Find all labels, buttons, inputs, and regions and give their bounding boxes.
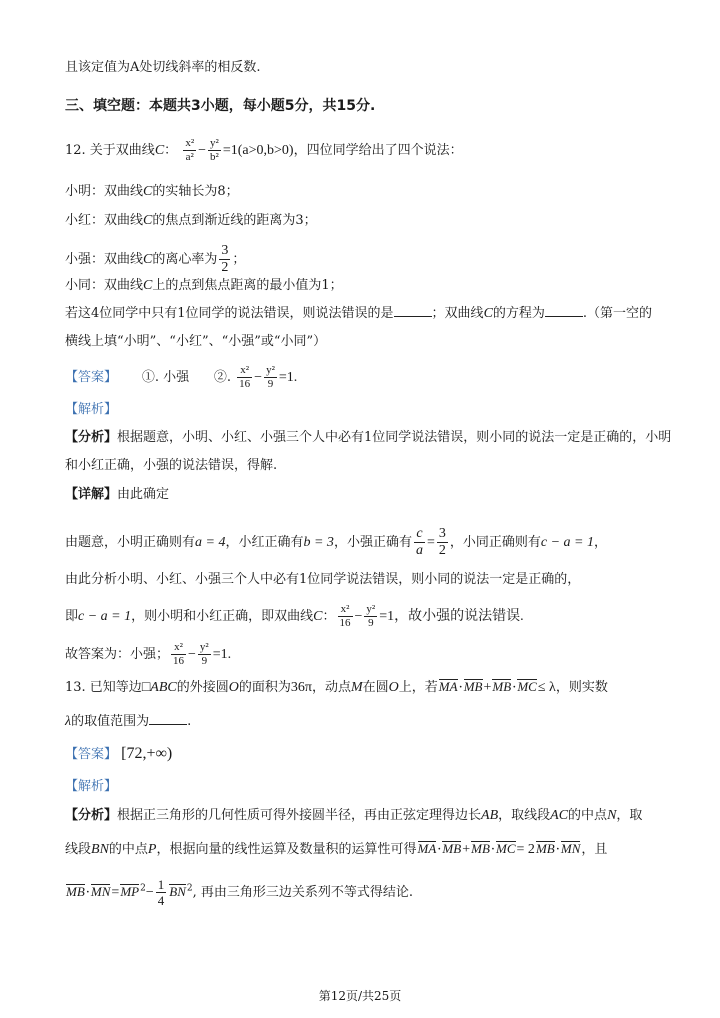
statement-xiaoming: 小明：双曲线C的实轴长为8； [65,184,239,199]
frac-x2-a2: $\frac{\text{x²}}{\text{a²}}$ [185,137,195,163]
q12-analysis-tag: 【解析】 [65,402,118,417]
statement-xiaotong: 小同：双曲线C上的点到焦点距离的最小值为1； [65,278,343,293]
answer-tag: 【答案】 [65,370,118,385]
prev-solution-tail: 且该定值为A处切线斜率的相反数. [65,60,261,75]
section-heading-fill-in: 三、填空题：本题共3小题，每小题5分，共15分. [65,98,376,114]
q13-stem: 13. 已知等边□ABC的外接圆O的面积为36π，动点M在圆O上，若MA·MB+MB·MC≤ λ，则实数 [65,679,608,695]
q13-fenxi-2: 线段BN的中点P，根据向量的线性运算及数量积的运算性可得MA·MB+MB·MC= 2MB·MN，且 [65,841,608,857]
blank-3 [149,712,187,725]
q12-fenxi-2: 和小红正确，小强的说法错误，得解. [65,458,278,473]
q13-fenxi-3: $MB\cdot MN=MP^2-$ $\frac{1}{4}$ $BN^2$, 再由三角形三边关系列不等式得结论. [66,877,414,908]
q12-final-answer: 故答案为：小强； $\frac{\text{x²}}{16}$ − $\frac{\text{y²}}{9}$ =1. [65,641,232,667]
q12-detail-1: 由题意，小明正确则有a = 4，小红正确有b = 3，小强正确有 $\frac{c}{a}$ = $\frac{3}{2}$ ，小同正确则有c − a = 1， [65,526,607,558]
page-footer: 第12页/共25页 [318,989,402,1003]
q12-stem: 12. 关于双曲线C： $\frac{\text{x²}}{\text{a²}}$ − $\frac{\text{y²}}{\text{b²}}$ =1(a>0,b>0)，四位同学给出了四个说法： [65,137,463,163]
q12-detail-head: 【详解】由此确定 [65,487,170,502]
q12-answer: 【答案】 ①. 小强 ②. $\frac{\text{x²}}{16}$ − $\frac{\text{y²}}{9}$ =1. [65,364,298,390]
blank-1 [394,304,432,317]
frac-3-2: $\frac{3}{2}$ [221,243,229,275]
q12-question-line2: 横线上填“小明”、“小红”、“小强”或“小同”） [65,334,327,349]
blank-2 [545,304,583,317]
q12-detail-2: 由此分析小明、小红、小强三个人中必有1位同学说法错误，则小同的说法一定是正确的， [65,572,581,587]
q12-detail-3: 即c − a = 1，则小明和小红正确，即双曲线C： $\frac{\text{x²}}{16}$ − $\frac{\text{y²}}{9}$ =1，故小强的说法错误. [65,603,524,629]
q13-stem-line2: λ的取值范围为 . [65,714,192,729]
q13-analysis-tag: 【解析】 [65,779,118,794]
q13-fenxi-1: 【分析】根据正三角形的几何性质可得外接圆半径，再由正弦定理得边长AB，取线段AC的中点N，取 [65,808,643,823]
q13-answer: 【答案】 [72,+∞) [65,745,173,762]
frac-y2-b2: $\frac{\text{y²}}{\text{b²}}$ [210,137,219,163]
q12-question: 若这4位同学中只有1位同学的说法错误，则说法错误的是 ；双曲线C的方程为 .（第一空的 [65,306,653,321]
statement-xiaohong: 小红：双曲线C的焦点到渐近线的距离为3； [65,213,317,228]
q12-fenxi-1: 【分析】根据题意，小明、小红、小强三个人中必有1位同学说法错误，则小同的说法一定是正确的，小明 [65,430,672,445]
statement-xiaoqiang: 小强：双曲线C的离心率为 $\frac{3}{2}$ ； [65,243,246,275]
